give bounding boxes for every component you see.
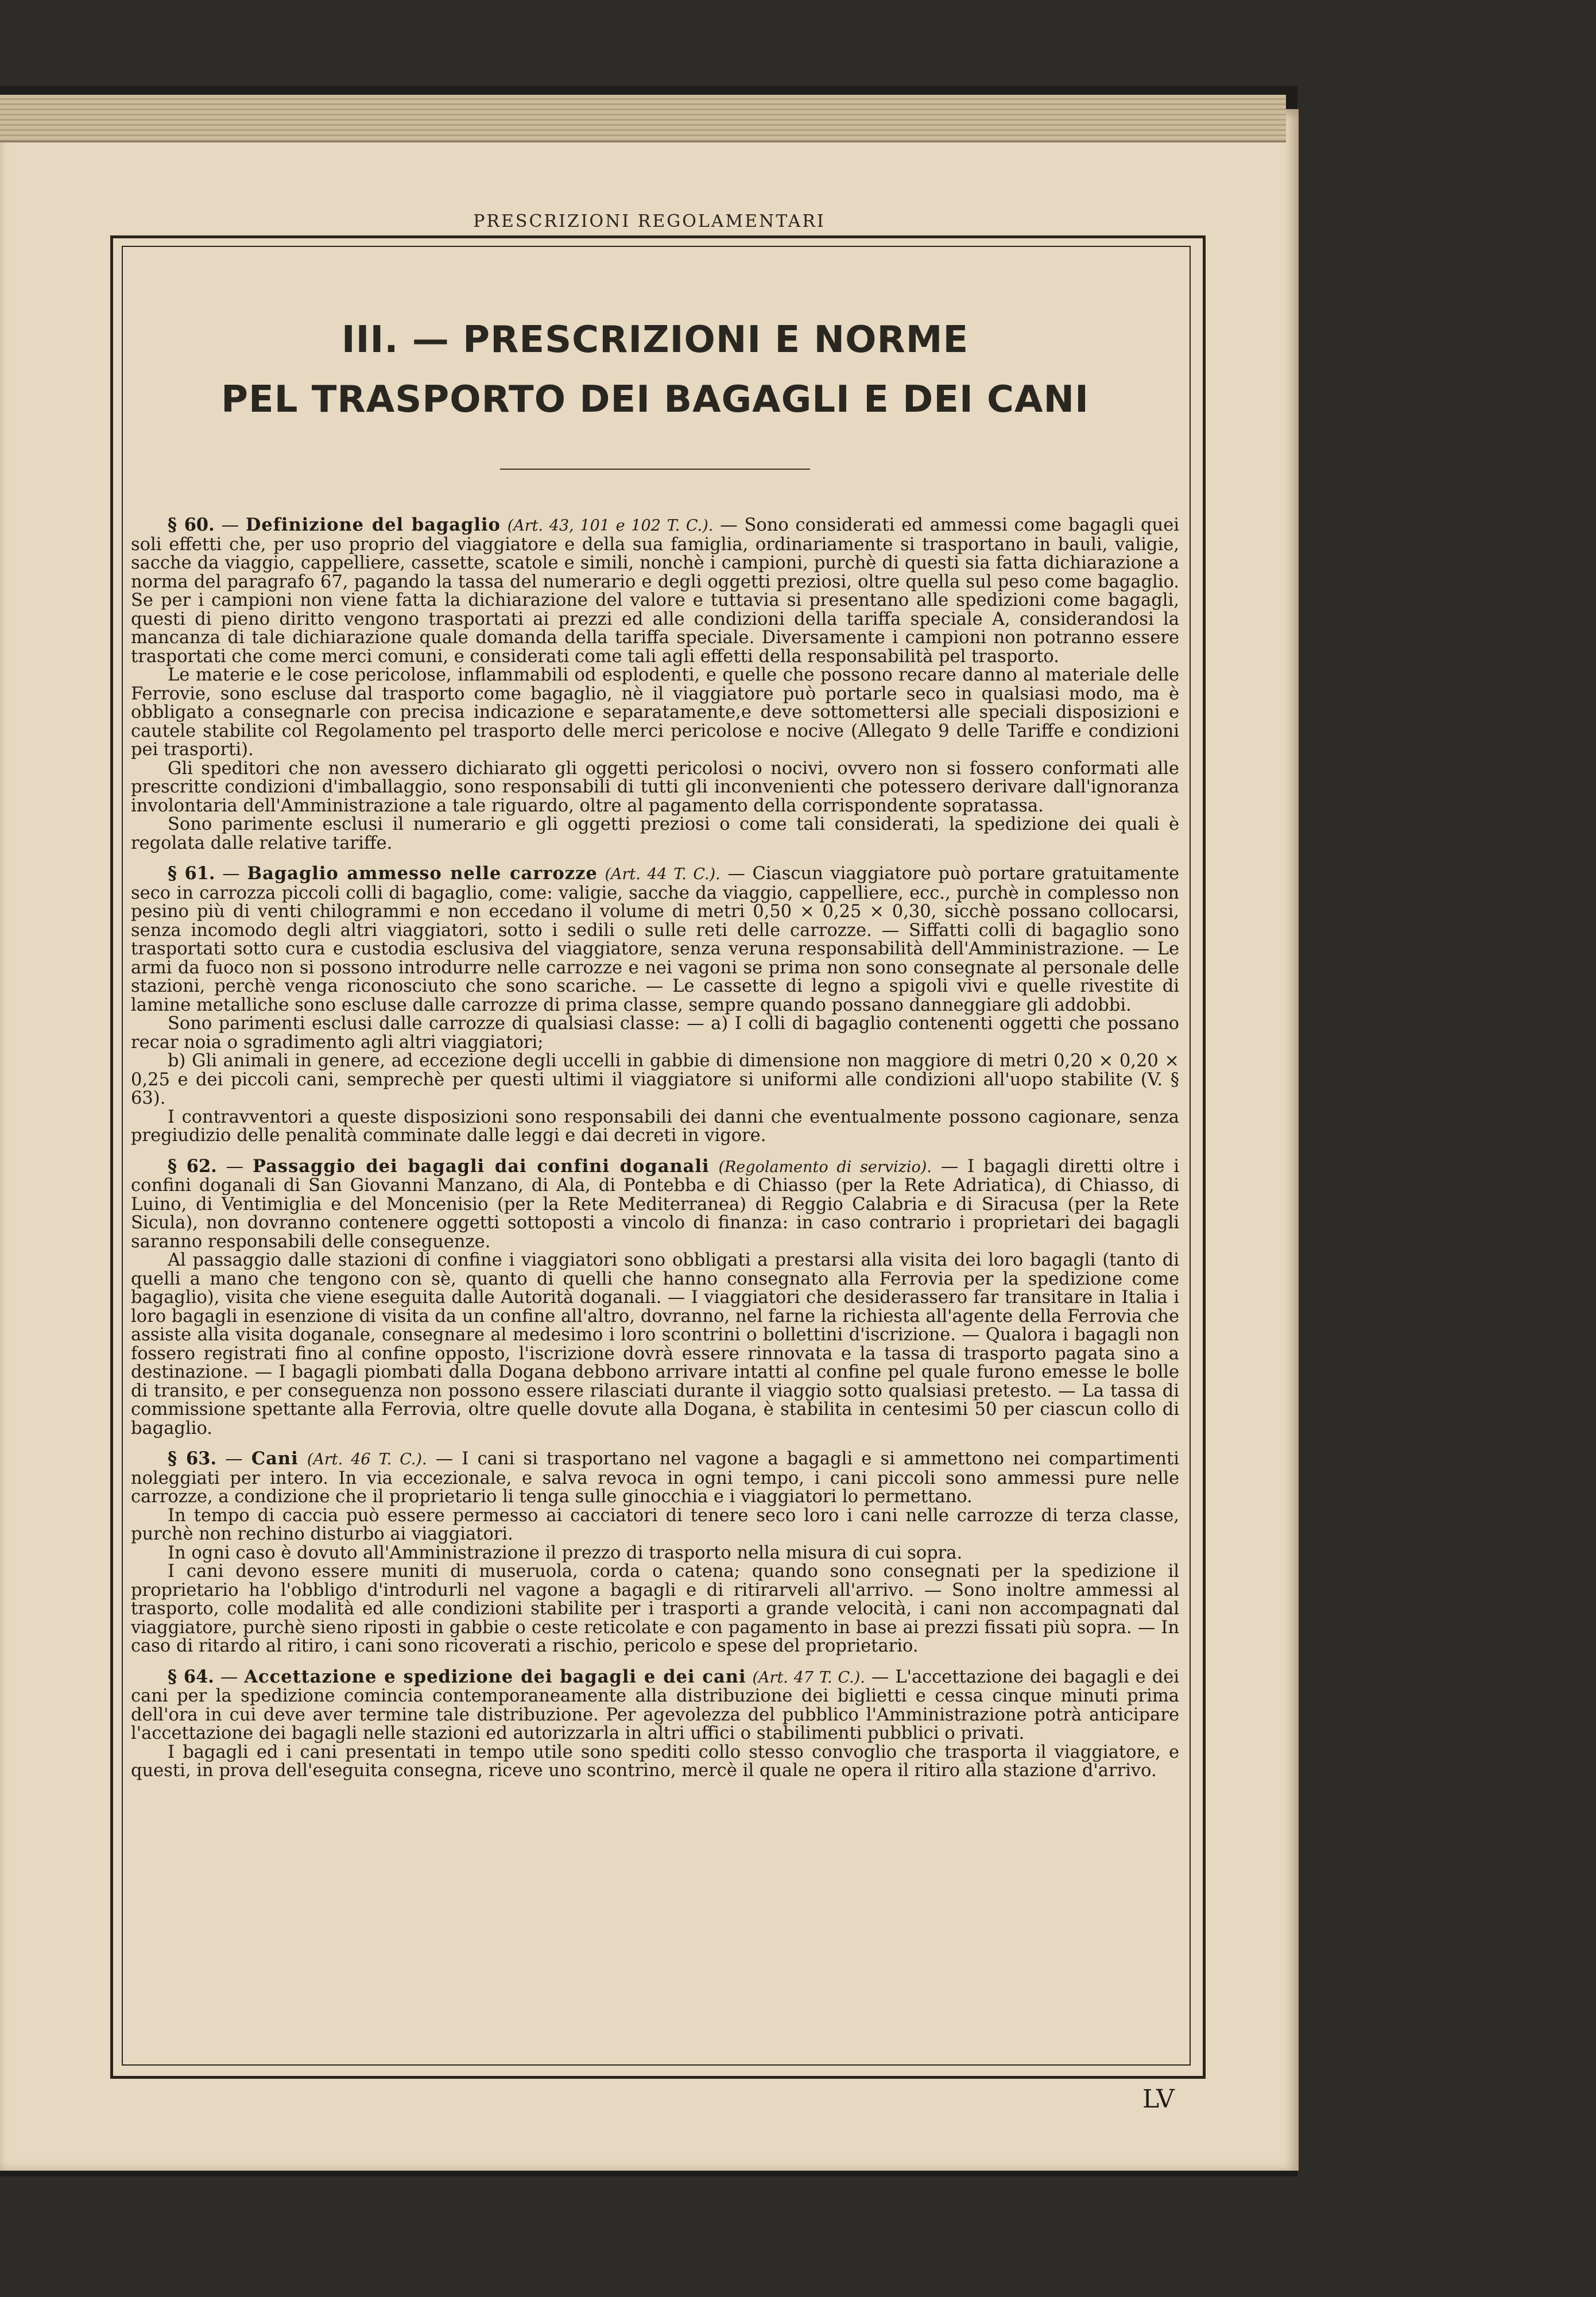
chapter-title-line1: III. — PRESCRIZIONI E NORME xyxy=(341,319,969,361)
section-text: — I cani si trasportano nel vagone a bagagli e si ammettono nei compartimenti noleggiati per intero. In via eccezionale, e salva revoca in ogni tempo, i cani piccoli sono ammessi pure nelle carrozze, a condizione che il proprietario li tenga sulle ginocchia e i viaggiatori lo permettano. xyxy=(131,1449,1179,1507)
dash: — xyxy=(225,1449,251,1469)
title-rule xyxy=(500,469,810,470)
dash: — xyxy=(222,864,247,884)
section-62 xyxy=(131,1157,1179,1438)
section-paragraph: Al passaggio dalle stazioni di confine i viaggiatori sono obbligati a prestarsi alla visita dei loro bagagli (tanto di quelli a mano che tengono con sè, quanto di quelli che hanno consegnato alla Ferrovia per la spedizione come bagaglio), visita che viene eseguita dalle Autorità doganali. — I viaggiatori che desiderassero far transitare in Italia i loro bagagli in esenzione di visita da un confine all'altro, dovranno, nel farne la richiesta all'agente della Ferrovia che assiste alla visita doganale, consegnare al medesimo i loro scontrini o bollettini d'iscrizione. — Qualora i bagagli non fossero registrati fino al confine opposto, l'iscrizione dovrà essere rinnovata e la tassa di trasporto pagata sino a destinazione. — I bagagli piombati dalla Dogana debbono arrivare intatti al confine pel quale furono emesse le bolle di transito, e per conseguenza non possono essere rilasciati durante il viaggio sotto qualsiasi pretesto. — La tassa di commissione spettante alla Ferrovia, oltre quelle dovute alla Dogana, è stabilita in centesimi 50 per ciascun collo di bagaglio. xyxy=(131,1250,1179,1438)
page-number: LV xyxy=(1142,2085,1175,2114)
section-title: Definizione del bagaglio xyxy=(245,515,501,535)
section-text: — Ciascun viaggiatore può portare gratuitamente seco in carrozza piccoli colli di bagaglio, come: valigie, sacche da viaggio, cappelliere, ecc., purchè in complesso non pesino più di venti chilogrammi e non eccedano il volume di metri 0,50 × 0,25 × 0,30, sicchè possano collocarsi, senza incomodo degli altri viaggiatori, sotto i sedili o sulle reti delle carrozze. — Siffatti colli di bagaglio sono trasportati sotto cura e custodia esclusiva del viaggiatore, senza veruna responsabilità dell'Amministrazione. — Le armi da fuoco non si possono introdurre nelle carrozze e nei vagoni se prima non sono consegnate al personale delle stazioni, perchè venga riconosciuto che sono scariche. — Le cassette di legno a spigoli vivi e quelle rivestite di lamine metalliche sono escluse dalle carrozze di prima classe, sempre quando possano danneggiare gli addobbi. xyxy=(131,864,1179,1015)
section-paragraph: Sono parimente esclusi il numerario e gli oggetti preziosi o come tali considerati, la spedizione dei quali è regolata dalle relative tariffe. xyxy=(131,814,1179,853)
section-title: Accettazione e spedizione dei bagagli e dei cani xyxy=(244,1666,746,1687)
section-number: § 64. xyxy=(168,1666,214,1687)
section-paragraph: I bagagli ed i cani presentati in tempo utile sono spediti collo stesso convoglio che trasporta il viaggiatore, e questi, in prova dell'eseguita consegna, riceve uno scontrino, mercè il quale ne opera il ritiro alla stazione d'arrivo. xyxy=(131,1742,1179,1781)
chapter-title-line2: PEL TRASPORTO DEI BAGAGLI E DEI CANI xyxy=(221,378,1089,421)
dash: — xyxy=(220,1666,245,1687)
section-reference: (Regolamento di servizio). xyxy=(718,1158,932,1176)
section-60 xyxy=(131,516,1179,853)
section-text: — I bagagli diretti oltre i confini doganali di San Giovanni Manzano, di Ala, di Pontebba e di Chiasso (per la Rete Adriatica), di Chiasso, di Luino, di Ventimiglia e del Moncenisio (per la Rete Mediterranea) di Reggio Calabria e di Siracusa (per la Rete Sicula), non dovranno contenere oggetti sottoposti a vincolo di finanza: in caso contrario i proprietari dei bagagli saranno responsabili delle conseguenze. xyxy=(131,1156,1179,1252)
section-paragraph: In ogni caso è dovuto all'Amministrazione il prezzo di trasporto nella misura di cui sopra. xyxy=(168,1542,963,1563)
section-number: § 63. xyxy=(168,1448,217,1469)
section-paragraph xyxy=(131,864,1179,1015)
section-reference: (Art. 46 T. C.). xyxy=(307,1451,427,1468)
section-paragraph: b) Gli animali in genere, ad eccezione degli uccelli in gabbie di dimensione non maggiore di metri 0,20 × 0,20 × 0,25 e dei piccoli cani, semprechè per questi ultimi il viaggiatore si uniformi alle condizioni all'uopo stabilite (V. § 63). xyxy=(131,1051,1179,1108)
section-paragraph xyxy=(131,1449,1179,1507)
section-paragraph: I contravventori a queste disposizioni sono responsabili dei danni che eventualmente possono cagionare, senza pregiudizio delle penalità comminate dalle leggi e dai decreti in vigore. xyxy=(131,1107,1179,1146)
section-text: — Sono considerati ed ammessi come bagagli quei soli effetti che, per uso proprio del viaggiatore e della sua famiglia, ordinariamente si trasportano in bauli, valigie, sacche da viaggio, cappelliere, cassette, scatole e simili, nonchè i campioni, purchè di questi sia fatta dichiarazione a norma del paragrafo 67, pagando la tassa del numerario e degli oggetti preziosi, oltre quella sul peso come bagaglio. Se per i campioni non viene fatta la dichiarazione del valore e tuttavia si presentano alle spedizioni come bagagli, questi di pieno diritto vengono trasportati ai prezzi ed alle condizioni della tariffa speciale A, considerandosi la mancanza di tale dichiarazione quale domanda della tariffa speciale. Diversamente i campioni non potranno essere trasportati che come merci comuni, e considerati come tali agli effetti della responsabilità pel trasporto. xyxy=(131,515,1179,667)
running-head: PRESCRIZIONI REGOLAMENTARI xyxy=(473,211,826,231)
section-number: § 61. xyxy=(168,863,215,884)
section-paragraph: I cani devono essere muniti di museruola, corda o catena; quando sono consegnati per la spedizione il proprietario ha l'obbligo d'introdurli nel vagone a bagagli e di ritirarveli all'arrivo. — Sono inoltre ammessi al trasporto, colle modalità ed alle condizioni stabilite per i trasporti a grande velocità, i cani non accompagnati dal viaggiatore, purchè sieno riposti in gabbie o ceste reticolate e con pagamento in base ai prezzi fissati più sopra. — In caso di ritardo al ritiro, i cani sono ricoverati a rischio, pericolo e spese del proprietario. xyxy=(131,1561,1179,1656)
section-reference: (Art. 44 T. C.). xyxy=(605,865,720,883)
section-paragraph xyxy=(131,1157,1179,1252)
section-reference: (Art. 47 T. C.). xyxy=(752,1668,865,1687)
dash: — xyxy=(226,1156,253,1177)
section-title: Bagaglio ammesso nelle carrozze xyxy=(247,863,598,884)
section-paragraph: Gli speditori che non avessero dichiarato gli oggetti pericolosi o nocivi, ovvero non si fossero conformati alle prescritte condizioni d'imballaggio, sono responsabili di tutti gli inconvenienti che potessero derivare dall'ignoranza involontaria dell'Amministrazione a tale riguardo, oltre al pagamento della corrispondente sopratassa. xyxy=(131,758,1179,816)
section-61 xyxy=(131,864,1179,1146)
section-title: Passaggio dei bagagli dai confini doganali xyxy=(253,1155,710,1177)
chapter-title xyxy=(131,310,1179,430)
section-title: Cani xyxy=(251,1448,299,1469)
section-number: § 62. xyxy=(168,1155,217,1177)
section-reference: (Art. 43, 101 e 102 T. C.). xyxy=(507,517,714,535)
section-paragraph: Le materie e le cose pericolose, inflammabili od esplodenti, e quelle che possono recare danno al materiale delle Ferrovie, sono escluse dal trasporto come bagaglio, nè il viaggiatore può portarle seco in qualsiasi modo, ma è obbligato a consegnarle con precisa indicazione e separatamente,e deve sottomettersi alle speciali disposizioni e cautele stabilite col Regolamento pel trasporto delle merci pericolose e nocive (Allegato 9 delle Tariffe e condizioni pei trasporti). xyxy=(131,665,1179,760)
section-paragraph: In tempo di caccia può essere permesso ai cacciatori di tenere seco loro i cani nelle carrozze di terza classe, purchè non rechino disturbo ai viaggiatori. xyxy=(131,1505,1179,1544)
dash: — xyxy=(221,515,246,535)
page-content xyxy=(131,310,1179,2056)
section-paragraph: Sono parimenti esclusi dalle carrozze di qualsiasi classe: — a) I colli di bagaglio contenenti oggetti che possano recar noia o sgradimento agli altri viaggiatori; xyxy=(131,1014,1179,1053)
section-63 xyxy=(131,1449,1179,1656)
page-edges xyxy=(0,95,1286,142)
section-text: — L'accettazione dei bagagli e dei cani per la spedizione comincia contemporaneamente alla distribuzione dei biglietti e cessa cinque minuti prima dell'ora in cui deve aver termine tale distribuzione. Per agevolezza del pubblico l'Amministrazione potrà anticipare l'accettazione dei bagagli nelle stazioni ed autorizzarla in altri uffici o stabilimenti pubblici o privati. xyxy=(131,1666,1179,1743)
section-64 xyxy=(131,1668,1179,1781)
section-paragraph xyxy=(131,1668,1179,1743)
section-paragraph xyxy=(131,516,1179,666)
section-number: § 60. xyxy=(168,515,215,535)
